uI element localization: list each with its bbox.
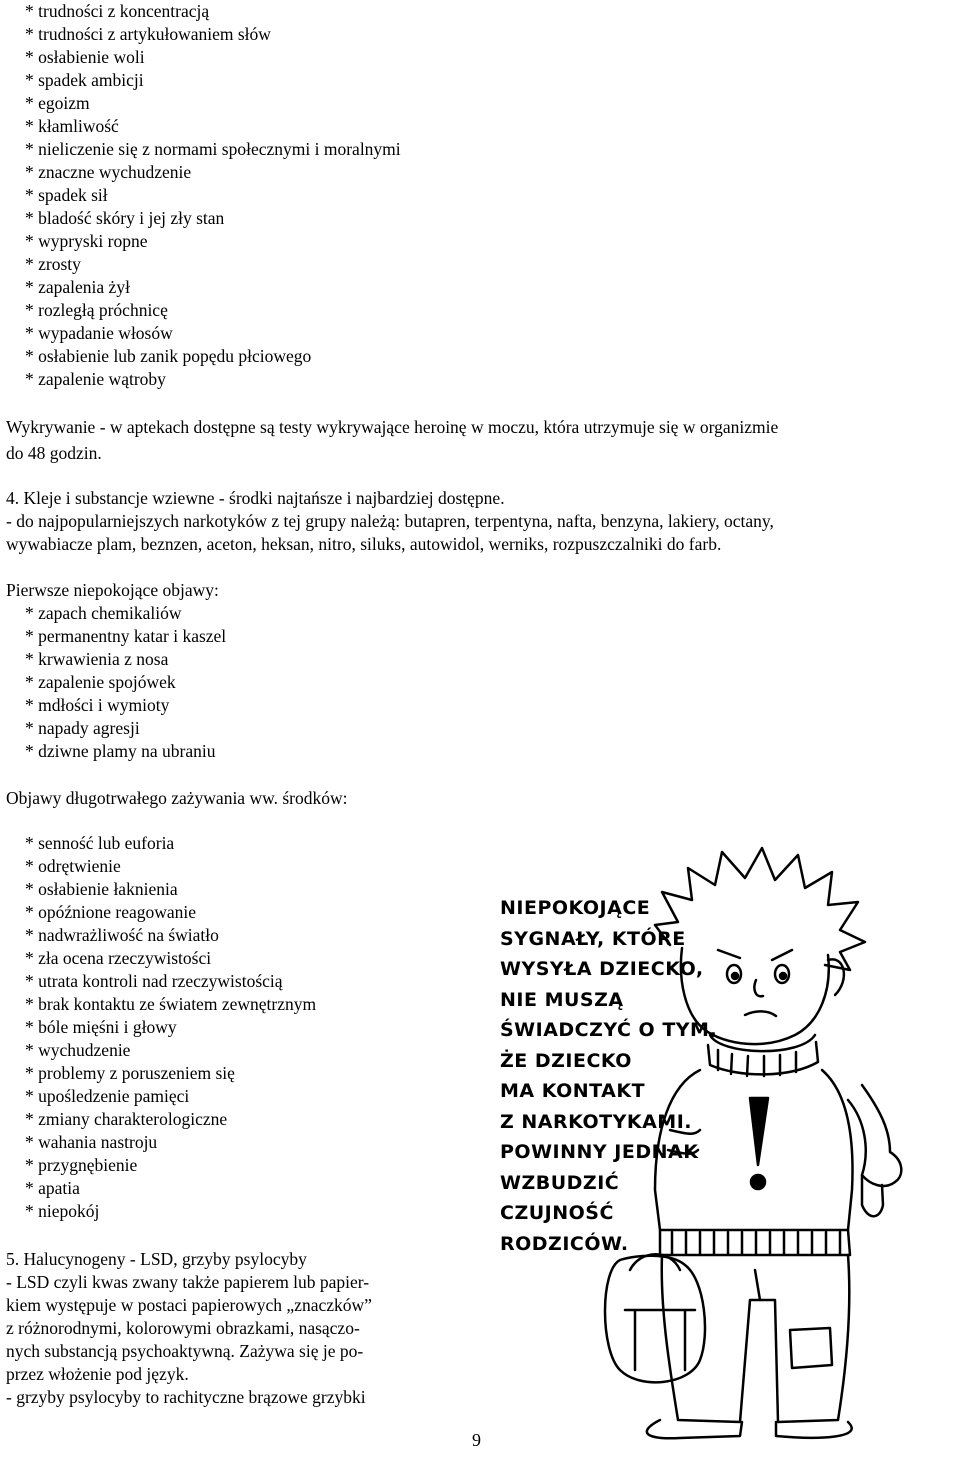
handwritten-line: CZUJNOŚĆ (500, 1202, 614, 1224)
list-item: * odrętwienie (25, 856, 121, 876)
list-item: * problemy z poruszeniem się (25, 1063, 235, 1083)
list-item: * przygnębienie (25, 1155, 138, 1175)
list-item: * osłabienie woli (25, 47, 145, 67)
list-item: * wypryski ropne (25, 231, 148, 251)
detection-line-2: do 48 godzin. (6, 443, 102, 463)
right-arm (848, 1085, 901, 1186)
list-item: * zapalenie wątroby (25, 369, 166, 389)
list-item: * kłamliwość (25, 116, 119, 136)
first-symptoms-list (25, 602, 226, 763)
long-term-list (25, 832, 316, 1223)
list-item: * krwawienia z nosa (25, 649, 169, 669)
handwritten-line: MA KONTAKT (500, 1080, 646, 1102)
handwritten-line: WYSYŁA DZIECKO, (500, 958, 704, 980)
list-item: * zmiany charakterologiczne (25, 1109, 228, 1129)
handwritten-line: POWINNY JEDNAK (500, 1141, 699, 1163)
list-item: * upośledzenie pamięci (25, 1086, 190, 1106)
handwritten-line: Z NARKOTYKAMI. (500, 1110, 692, 1133)
list-item: * trudności z koncentracją (25, 1, 210, 21)
list-item: * nieliczenie się z normami społecznymi i moralnymi (25, 139, 401, 159)
list-item: * permanentny katar i kaszel (25, 626, 227, 646)
handwritten-line: SYGNAŁY, KTÓRE (500, 927, 686, 950)
handwritten-line: NIE MUSZĄ (500, 988, 624, 1011)
section-4-line-2: wywabiacze plam, beznzen, aceton, heksan, nitro, siluks, autowidol, werniks, rozpuszczalniki do farb. (6, 534, 722, 554)
list-item: * wahania nastroju (25, 1132, 158, 1152)
list-item: * spadek ambicji (25, 70, 144, 90)
list-item: * bladość skóry i jej zły stan (25, 208, 225, 228)
list-item: * wypadanie włosów (25, 323, 173, 343)
illustration-handwritten-text (500, 893, 718, 1259)
symptom-list-top (25, 0, 401, 391)
list-item: * wychudzenie (25, 1040, 131, 1060)
section-5-text (6, 1271, 453, 1409)
section-5-line: - grzyby psylocyby to rachityczne brązowe grzybki (6, 1387, 366, 1407)
list-item: * nadwrażliwość na światło (25, 925, 219, 945)
handwritten-line: WZBUDZIĆ (500, 1171, 620, 1194)
ear-shape (828, 959, 844, 995)
section-5-line: przez włożenie pod język. (6, 1364, 189, 1384)
list-item: * mdłości i wymioty (25, 695, 170, 715)
detection-line-1: Wykrywanie - w aptekach dostępne są testy wykrywające heroinę w moczu, która utrzymuje się w organizmie (6, 417, 779, 437)
list-item: * utrata kontroli nad rzeczywistością (25, 971, 283, 991)
list-item: * dziwne plamy na ubraniu (25, 741, 216, 761)
handwritten-line: RODZICÓW. (500, 1232, 629, 1255)
handwritten-line: NIEPOKOJĄCE (500, 897, 651, 919)
handwritten-line: ŻE DZIECKO (500, 1049, 632, 1072)
section-5-heading: 5. Halucynogeny - LSD, grzyby psylocyby (6, 1249, 307, 1269)
list-item: * osłabienie łaknienia (25, 879, 178, 899)
section-5-line: nych substancją psychoaktywną. Zażywa się je po- (6, 1341, 364, 1361)
handwritten-line: ŚWIADCZYĆ O TYM, (500, 1019, 718, 1041)
long-term-heading: Objawy długotrwałego zażywania ww. środków: (6, 788, 348, 808)
section-4-heading: 4. Kleje i substancje wziewne - środki najtańsze i najbardziej dostępne. (6, 488, 505, 508)
list-item: * zła ocena rzeczywistości (25, 948, 212, 968)
section-4-line-1: - do najpopularniejszych narkotyków z tej grupy należą: butapren, terpentyna, nafta, benzyna, lakiery, octany, (6, 511, 774, 531)
section-5-line: kiem występuje w postaci papierowych „znaczków” (6, 1295, 372, 1315)
list-item: * egoizm (25, 93, 90, 113)
list-item: * napady agresji (25, 718, 140, 738)
list-item: * bóle mięśni i głowy (25, 1017, 177, 1037)
list-item: * apatia (25, 1178, 80, 1198)
list-item: * znaczne wychudzenie (25, 162, 192, 182)
list-item: * zrosty (25, 254, 81, 274)
section-5-line: z różnorodnymi, kolorowymi obrazkami, nasączo- (6, 1318, 360, 1338)
list-item: * spadek sił (25, 185, 108, 205)
list-item: * senność lub euforia (25, 833, 175, 853)
page-number: 9 (472, 1430, 481, 1450)
list-item: * niepokój (25, 1201, 100, 1221)
backpack (605, 1256, 705, 1383)
list-item: * rozległą próchnicę (25, 300, 168, 320)
list-item: * trudności z artykułowaniem słów (25, 24, 271, 44)
list-item: * brak kontaktu ze światem zewnętrznym (25, 994, 317, 1014)
list-item: * opóźnione reagowanie (25, 902, 197, 922)
first-symptoms-heading: Pierwsze niepokojące objawy: (6, 580, 219, 600)
list-item: * zapalenia żył (25, 277, 130, 297)
list-item: * osłabienie lub zanik popędu płciowego (25, 346, 312, 366)
list-item: * zapach chemikaliów (25, 603, 182, 623)
list-item: * zapalenie spojówek (25, 672, 176, 692)
section-5-line: - LSD czyli kwas zwany także papierem lub papier- (6, 1272, 370, 1292)
